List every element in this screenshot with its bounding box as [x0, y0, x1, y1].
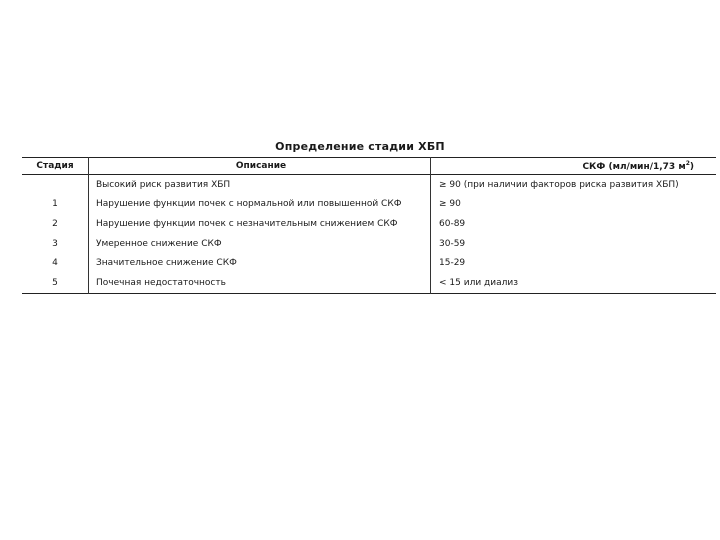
header-description: Описание — [89, 158, 431, 175]
row-description: Значительное снижение СКФ — [89, 253, 431, 273]
row-gfr: 30-59 — [439, 238, 466, 249]
table-title: Определение стадии ХБП — [275, 140, 445, 153]
row-description: Почечная недостаточность — [89, 273, 431, 293]
header-gfr-sup: 2 — [685, 160, 690, 167]
row-stage: 4 — [22, 253, 89, 273]
row-stage: 2 — [22, 214, 89, 234]
table-header-row — [22, 158, 716, 175]
row-description: Высокий риск развития ХБП — [89, 175, 431, 195]
row-gfr: ≥ 90 — [439, 199, 461, 210]
header-gfr-close: ) — [689, 162, 694, 172]
row-gfr: ≥ 90 (при наличии факторов риска развития ХБП) — [439, 179, 679, 190]
row-description: Умеренное снижение СКФ — [89, 234, 431, 254]
row-stage: 1 — [22, 195, 89, 215]
row-description: Нарушение функции почек с незначительным снижением СКФ — [89, 214, 431, 234]
row-gfr: 60-89 — [439, 218, 466, 229]
row-stage — [22, 175, 89, 195]
header-gfr-text: СКФ (мл/мин/1,73 м — [582, 162, 686, 172]
row-description: Нарушение функции почек с нормальной или повышенной СКФ — [89, 195, 431, 215]
table-row — [22, 273, 716, 293]
table-row — [22, 253, 716, 273]
header-gfr — [431, 158, 717, 175]
header-stage: Стадия — [22, 158, 89, 175]
row-gfr: < 15 или диализ — [439, 277, 519, 288]
table-row — [22, 234, 716, 254]
table-row — [22, 214, 716, 234]
row-stage: 5 — [22, 273, 89, 293]
ckd-stage-table — [22, 157, 716, 294]
row-stage: 3 — [22, 234, 89, 254]
table-row — [22, 175, 716, 195]
row-gfr: 15-29 — [439, 258, 466, 269]
table-row — [22, 195, 716, 215]
